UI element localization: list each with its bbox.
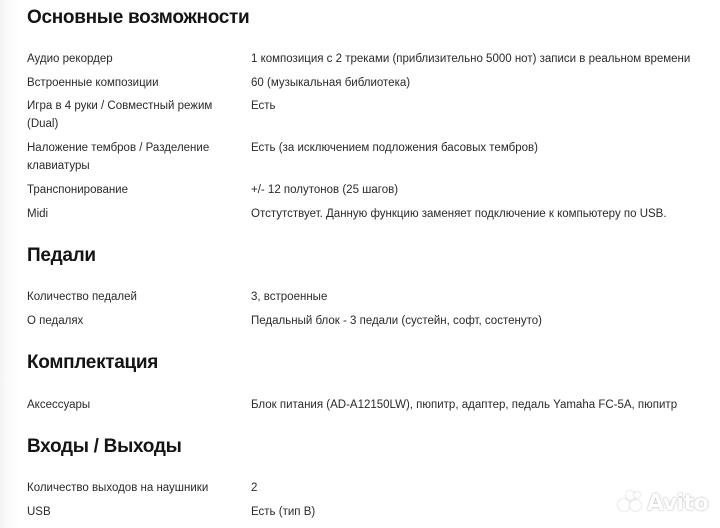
spec-label: Наложение тембров / Разделение клавиатуры — [27, 142, 210, 172]
spec-label: Аудио рекордер — [27, 53, 113, 65]
spec-value: 60 (музыкальная библиотека) — [251, 77, 411, 89]
spec-label: Midi — [27, 208, 49, 220]
spec-value: Есть (за исключением подложения басовых тембров) — [251, 142, 538, 154]
section-main-features — [27, 6, 707, 236]
spec-value: +/- 12 полутонов (25 шагов) — [251, 184, 399, 196]
spec-label: USB — [27, 506, 51, 518]
spec-value: Есть — [251, 100, 276, 112]
section-pedals — [27, 244, 707, 334]
spec-value: Отстутствует. Данную функцию заменяет подключение к компьютеру по USB. — [251, 208, 667, 220]
spec-label: Аксессуары — [27, 399, 91, 411]
section-title: Педали — [27, 245, 96, 266]
spec-label: Встроенные композиции — [27, 77, 159, 89]
section-title: Входы / Выходы — [27, 436, 182, 457]
avito-watermark — [618, 488, 716, 518]
section-package-contents — [27, 351, 707, 421]
spec-label: О педалях — [27, 315, 84, 327]
spec-value: 2 — [251, 482, 258, 494]
spec-value: 1 композиция с 2 треками (приблизительно 5000 нот) записи в реальном времени — [251, 53, 691, 65]
section-title: Комплектация — [27, 352, 159, 373]
spec-value: Есть (тип B) — [251, 506, 316, 518]
section-title: Основные возможности — [27, 7, 250, 28]
avito-logo-icon — [618, 490, 644, 516]
spec-value: Блок питания (AD-A12150LW), пюпитр, адаптер, педаль Yamaha FC-5A, пюпитр — [251, 399, 678, 411]
spec-label: Транспонирование — [27, 184, 129, 196]
section-inputs-outputs — [27, 435, 707, 525]
spec-value: Педальный блок - 3 педали (сустейн, софт, состенуто) — [251, 315, 542, 327]
spec-label: Количество выходов на наушники — [27, 482, 209, 494]
spec-label: Количество педалей — [27, 291, 137, 303]
spec-label: Игра в 4 руки / Совместный режим (Dual) — [27, 100, 213, 130]
avito-brand-text: Avito — [647, 490, 709, 516]
spec-value: 3, встроенные — [251, 291, 328, 303]
